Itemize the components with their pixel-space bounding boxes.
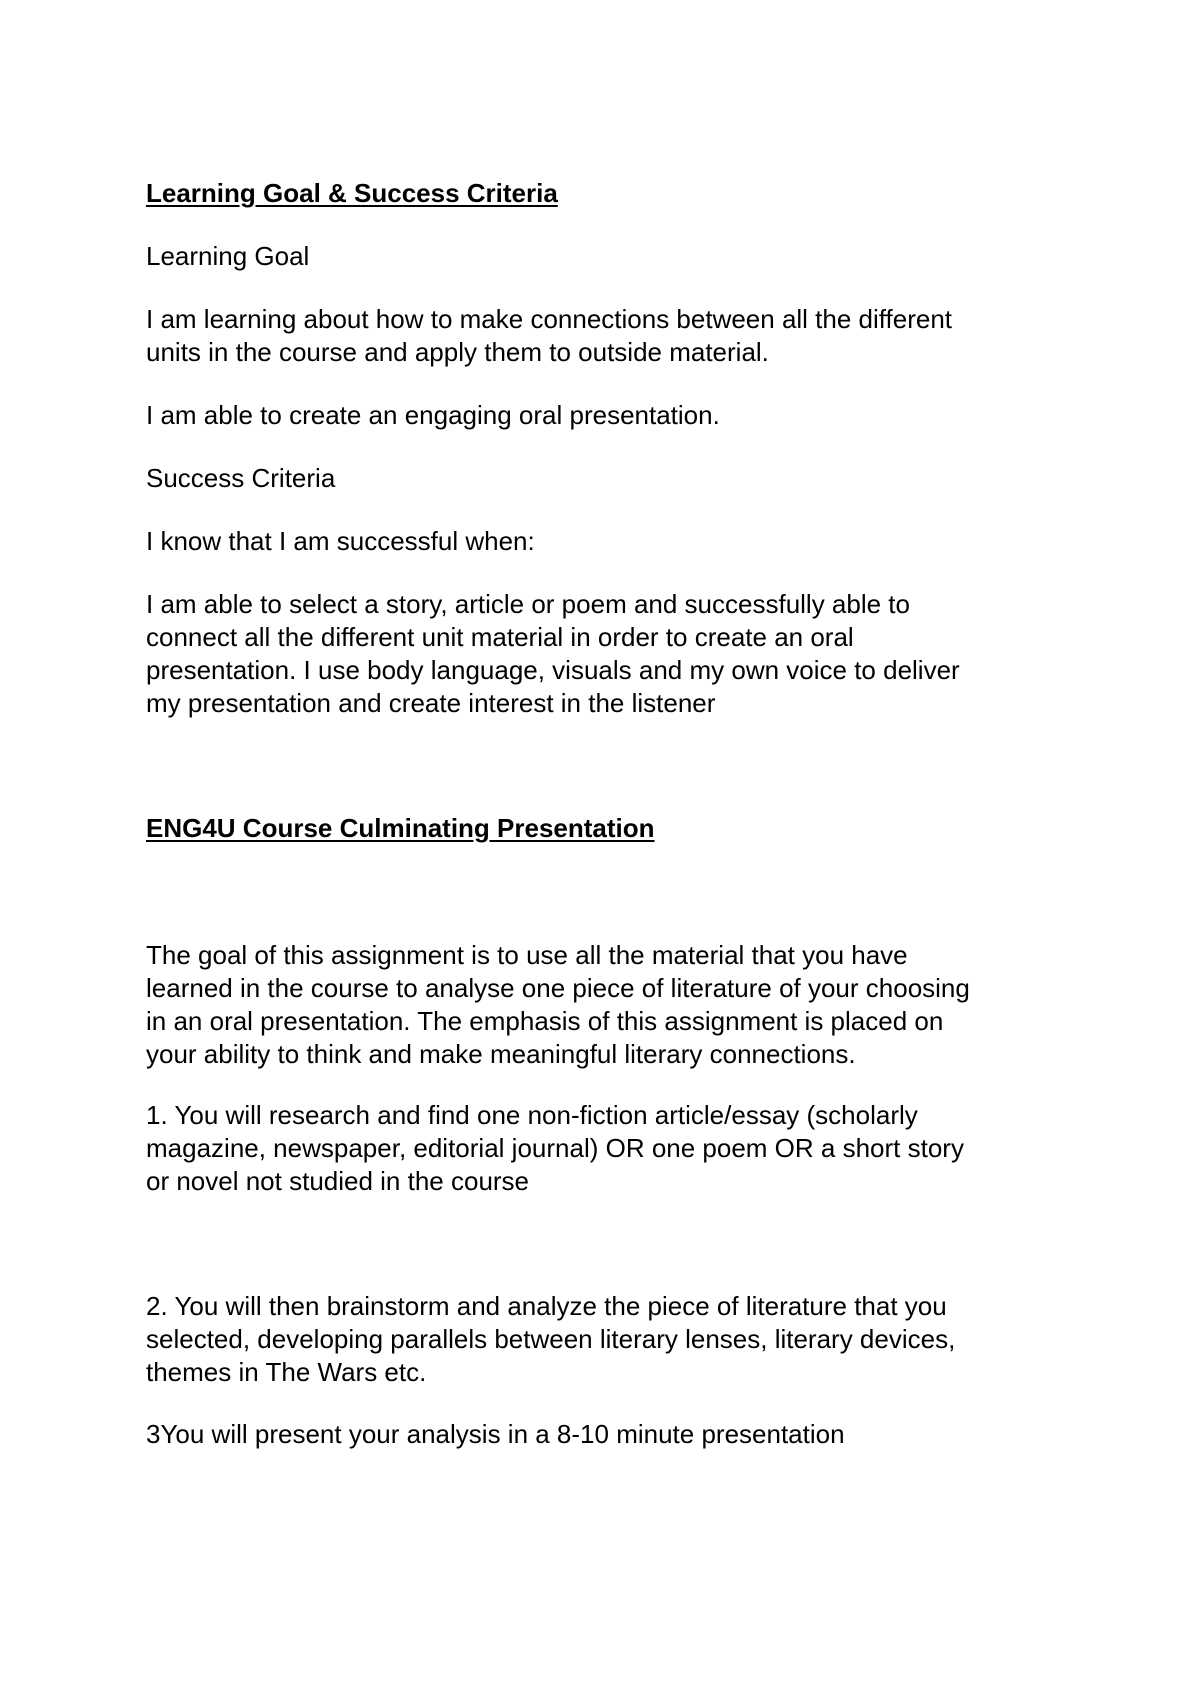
- learning-goal-line: I am learning about how to make connections between all the different: [146, 304, 953, 334]
- step-2-line: selected, developing parallels between literary lenses, literary devices,: [146, 1324, 956, 1354]
- ability-statement: I am able to create an engaging oral presentation.: [146, 400, 720, 430]
- learning-goal-label: Learning Goal: [146, 241, 310, 271]
- step-1-paragraph: [146, 1099, 964, 1198]
- step-1-line: magazine, newspaper, editorial journal) OR one poem OR a short story: [146, 1133, 964, 1163]
- step-1-line: or novel not studied in the course: [146, 1166, 530, 1196]
- goal-line: in an oral presentation. The emphasis of this assignment is placed on: [146, 1006, 944, 1036]
- goal-line: learned in the course to analyse one piece of literature of your choosing: [146, 973, 970, 1003]
- section-heading-culminating: ENG4U Course Culminating Presentation: [146, 813, 655, 843]
- step-2-paragraph: [146, 1290, 955, 1389]
- success-line: connect all the different unit material in order to create an oral: [146, 622, 854, 652]
- success-intro: I know that I am successful when:: [146, 526, 535, 556]
- success-line: I am able to select a story, article or poem and successfully able to: [146, 589, 910, 619]
- assignment-goal-paragraph: [146, 939, 970, 1071]
- goal-line: The goal of this assignment is to use all the material that you have: [146, 940, 908, 970]
- success-criteria-paragraph: [146, 588, 960, 720]
- success-line: my presentation and create interest in the listener: [146, 688, 716, 718]
- learning-goal-paragraph: [146, 303, 952, 369]
- step-2-line: 2. You will then brainstorm and analyze the piece of literature that you: [146, 1291, 947, 1321]
- success-criteria-label: Success Criteria: [146, 463, 336, 493]
- learning-goal-line: units in the course and apply them to outside material.: [146, 337, 769, 367]
- step-2-line: themes in The Wars etc.: [146, 1357, 427, 1387]
- goal-line: your ability to think and make meaningful literary connections.: [146, 1039, 856, 1069]
- success-line: presentation. I use body language, visuals and my own voice to deliver: [146, 655, 960, 685]
- step-1-line: 1. You will research and find one non-fiction article/essay (scholarly: [146, 1100, 918, 1130]
- section-heading-learning-goal: Learning Goal & Success Criteria: [146, 178, 558, 208]
- step-3-paragraph: 3You will present your analysis in a 8-10 minute presentation: [146, 1419, 845, 1449]
